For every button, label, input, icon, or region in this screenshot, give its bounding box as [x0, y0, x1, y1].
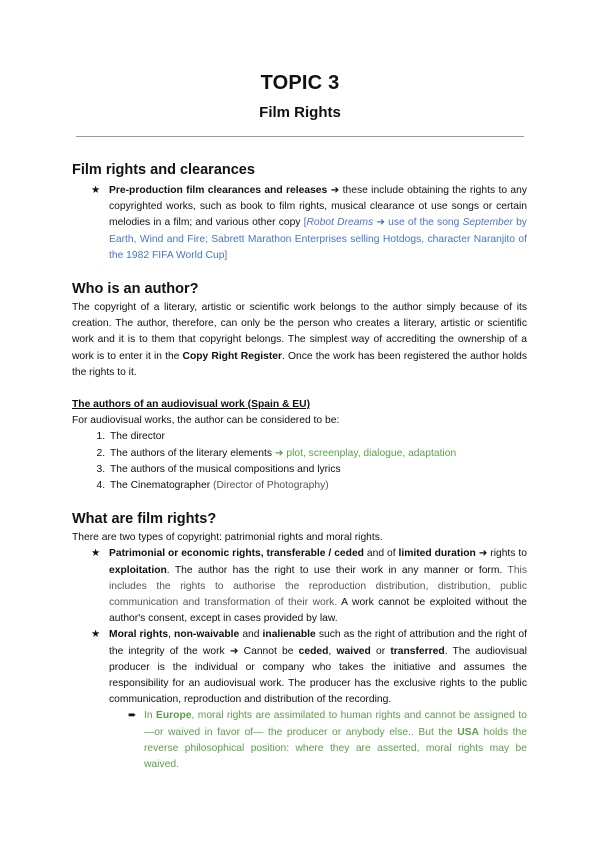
arrow-right-icon: ➜: [330, 185, 340, 196]
bullet-text: these include obtaining the rights to any copyrighted works, such as book to film rights, musical clearance ot use songs or certain melodies in a film; and various other copy: [109, 185, 527, 229]
arrow-right-icon: ➜: [376, 217, 385, 229]
list-item-note: (Director of Photography): [213, 480, 329, 492]
arrow-bullet-icon: ➨: [128, 710, 137, 722]
patrimonial-rights-detail: This includes the rights to authorise the reproduction distribution, distribution, public communication and transformation of their work.: [109, 564, 527, 609]
title-divider: [76, 136, 524, 137]
author-paragraph: The copyright of a literary, artistic or scientific work belongs to the author simply because of its creation. The author, therefore, can only be the person who creates a literary, artistic or scientific work and it is to them that copyright belongs. The simplest way of accrediting the ownership of a work is to enter it in the Copy Right Register. Once the work has been registered the author holds the rights to it.: [72, 302, 527, 378]
bullet-moral-rights: ★ Moral rights, non-waivable and inalienable such as the right of attribution and the right of the integrity of the work ➜ Cannot be ceded, waived or transferred. The audiovisual producer is the individual or company who takes the initiative and assumes the responsibility for an audiovisual work. The producer has the exclusive rights to the public communication, reproduction and distribution of the recording.: [91, 629, 528, 706]
section-heading-what-are-film-rights: What are film rights?: [72, 511, 217, 528]
bullet-preproduction-clearances: [72, 183, 527, 264]
list-item: 2. The authors of the literary elements ➜ plot, screenplay, dialogue, adaptation: [108, 446, 527, 462]
author-list: [72, 429, 527, 494]
example-title-robot-dreams: Robot Dreams: [306, 217, 374, 229]
sub-bullet-europe-vs-usa: ➨ In Europe, moral rights are assimilated to human rights and cannot be assigned to —or waived in favor of— the producer or anybody else.. But the USA holds the reverse philosophical position: where they are asserted, moral rights may be waived.: [128, 710, 527, 771]
section-heading-who-is-author: Who is an author?: [72, 281, 199, 298]
list-item-note: ➜ plot, screenplay, dialogue, adaptation: [274, 447, 457, 459]
example-note: [Robot Dreams ➜ use of the song September by Earth, Wind and Fire; Sabrett Marathon Enterprises selling Hotdogs, character Naranjito of the 1982 FIFA World Cup]: [109, 217, 527, 261]
list-item: 4. The Cinematographer (Director of Photography): [108, 478, 527, 494]
section-heading-film-rights-clearances: Film rights and clearances: [72, 162, 255, 178]
subheading-audiovisual-authors: The authors of an audiovisual work (Spain & EU): [72, 399, 310, 411]
arrow-right-icon: ➜: [478, 548, 488, 560]
example-title-september: September: [462, 217, 513, 229]
list-item: 1. The director: [108, 429, 527, 445]
star-bullet-icon: ★: [91, 185, 101, 196]
copyright-types-intro: There are two types of copyright: patrimonial rights and moral rights.: [72, 532, 383, 544]
star-bullet-icon: ★: [91, 548, 101, 560]
star-bullet-icon: ★: [91, 629, 101, 641]
arrow-right-icon: ➜: [229, 645, 239, 657]
list-item: 3. The authors of the musical compositions and lyrics: [108, 462, 527, 478]
copy-right-register-term: Copy Right Register: [182, 350, 283, 362]
page-subtitle: Film Rights: [259, 104, 341, 121]
bullet-patrimonial-rights: ★ Patrimonial or economic rights, transferable / ceded and of limited duration ➜ rights to exploitation. The author has the right to use their work in any manner or form. This includes the rights to authorise the reproduction distribution, distribution, public communication and transformation of their work. A work cannot be exploited without the author's consent, except in cases provided by law.: [91, 548, 528, 625]
audiovisual-intro: For audiovisual works, the author can be considered to be:: [72, 415, 340, 427]
page-title: TOPIC 3: [260, 72, 340, 94]
bullet-bold-text: Pre-production film clearances and releases: [109, 185, 328, 196]
document-body: [72, 160, 527, 773]
